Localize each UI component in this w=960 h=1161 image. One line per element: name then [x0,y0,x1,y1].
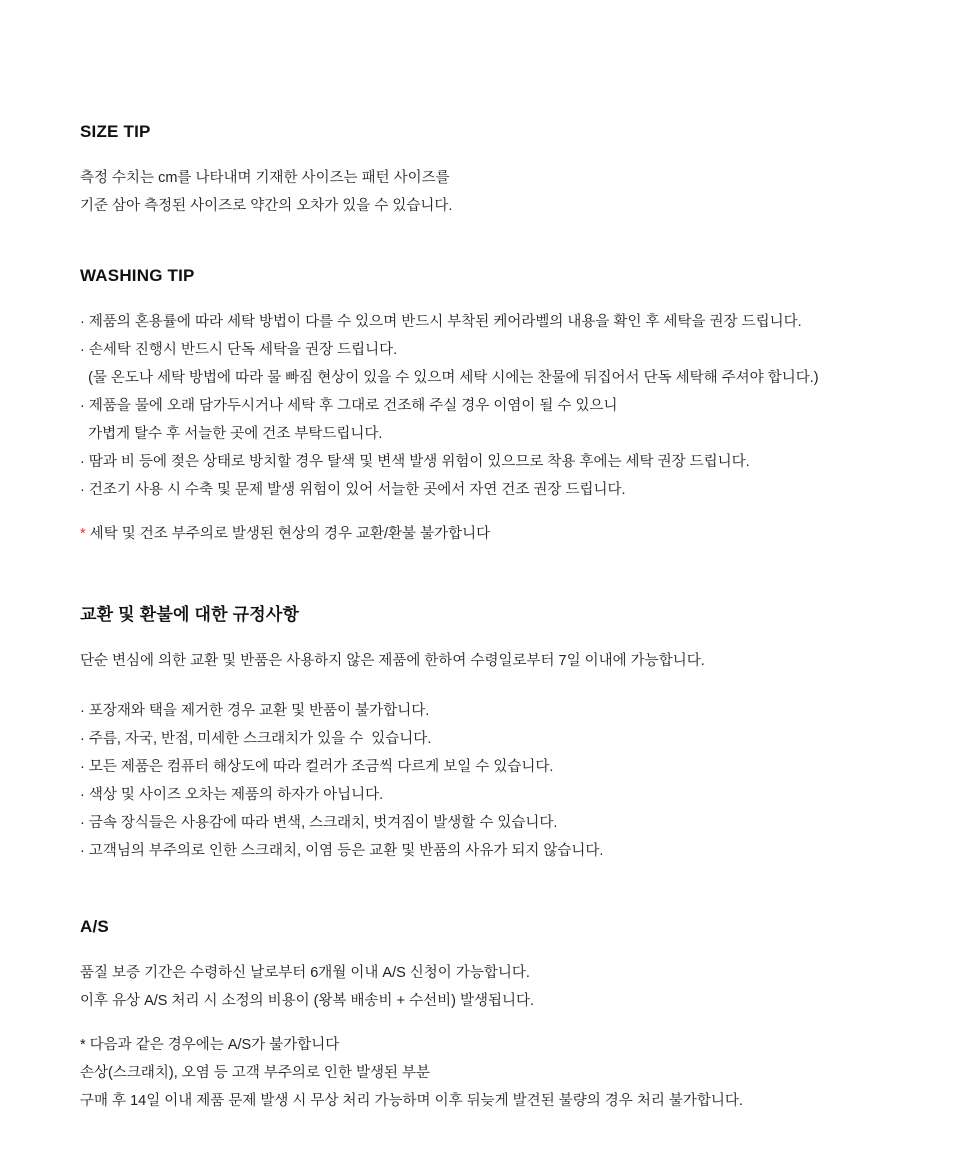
section-as [80,917,880,1115]
as-heading: A/S [80,917,109,936]
exchange-refund-intro: 단순 변심에 의한 교환 및 반품은 사용하지 않은 제품에 한하여 수령일로부터 7일 이내에 가능합니다. [80,653,705,669]
list-item: · 모든 제품은 컴퓨터 해상도에 따라 컬러가 조금씩 다르게 보일 수 있습니다. [80,759,554,775]
spacer [80,504,880,520]
spacer [80,1015,880,1031]
washing-tip-list [80,308,880,504]
list-item: · 색상 및 사이즈 오차는 제품의 하자가 아닙니다. [80,787,384,803]
section-washing-tip [80,266,880,548]
as-note-3: 구매 후 14일 이내 제품 문제 발생 시 무상 처리 가능하며 이후 뒤늦게 발견된 불량의 경우 처리 불가합니다. [80,1093,743,1109]
washing-tip-heading: WASHING TIP [80,266,195,285]
washing-tip-note-text: 세탁 및 건조 부주의로 발생된 현상의 경우 교환/환불 불가합니다 [85,526,491,542]
size-tip-line-1: 측정 수치는 cm를 나타내며 기재한 사이즈는 패턴 사이즈를 [80,170,450,186]
spacer [80,548,880,600]
list-item: · 제품의 혼용률에 따라 세탁 방법이 다를 수 있으며 반드시 부착된 케어라벨의 내용을 확인 후 세탁을 권장 드립니다. [80,314,802,330]
as-note-1: * 다음과 같은 경우에는 A/S가 불가합니다 [80,1037,340,1053]
size-tip-line-2: 기준 삼아 측정된 사이즈로 약간의 오차가 있을 수 있습니다. [80,198,453,214]
list-item: · 포장재와 택을 제거한 경우 교환 및 반품이 불가합니다. [80,703,430,719]
spacer [80,220,880,266]
exchange-refund-list [80,697,880,865]
size-tip-heading: SIZE TIP [80,122,151,141]
list-item: · 금속 장식들은 사용감에 따라 변색, 스크래치, 벗겨짐이 발생할 수 있습니다. [80,815,558,831]
list-item: (물 온도나 세탁 방법에 따라 물 빠짐 현상이 있을 수 있으며 세탁 시에는 찬물에 뒤집어서 단독 세탁해 주셔야 합니다.) [80,370,819,386]
list-item: · 고객님의 부주의로 인한 스크래치, 이염 등은 교환 및 반품의 사유가 되지 않습니다. [80,843,604,859]
washing-tip-note [80,520,880,548]
list-item: · 땀과 비 등에 젖은 상태로 방치할 경우 탈색 및 변색 발생 위험이 있으므로 착용 후에는 세탁 권장 드립니다. [80,454,750,470]
list-item: · 제품을 물에 오래 담가두시거나 세탁 후 그대로 건조해 주실 경우 이염이 될 수 있으니 [80,398,618,414]
section-exchange-refund [80,600,880,865]
asterisk-icon: * [80,526,86,542]
as-note-2: 손상(스크래치), 오염 등 고객 부주의로 인한 발생된 부분 [80,1065,431,1081]
spacer [80,675,880,697]
list-item: · 손세탁 진행시 반드시 단독 세탁을 권장 드립니다. [80,342,398,358]
list-item: · 주름, 자국, 반점, 미세한 스크래치가 있을 수 있습니다. [80,731,432,747]
as-line-2: 이후 유상 A/S 처리 시 소정의 비용이 (왕복 배송비 + 수선비) 발생됩니다. [80,993,535,1009]
spacer [80,865,880,917]
section-size-tip [80,122,880,220]
list-item: · 건조기 사용 시 수축 및 문제 발생 위험이 있어 서늘한 곳에서 자연 건조 권장 드립니다. [80,482,626,498]
exchange-refund-heading: 교환 및 환불에 대한 규정사항 [80,605,300,624]
as-line-1: 품질 보증 기간은 수령하신 날로부터 6개월 이내 A/S 신청이 가능합니다. [80,965,530,981]
list-item: 가볍게 탈수 후 서늘한 곳에 건조 부탁드립니다. [80,426,383,442]
